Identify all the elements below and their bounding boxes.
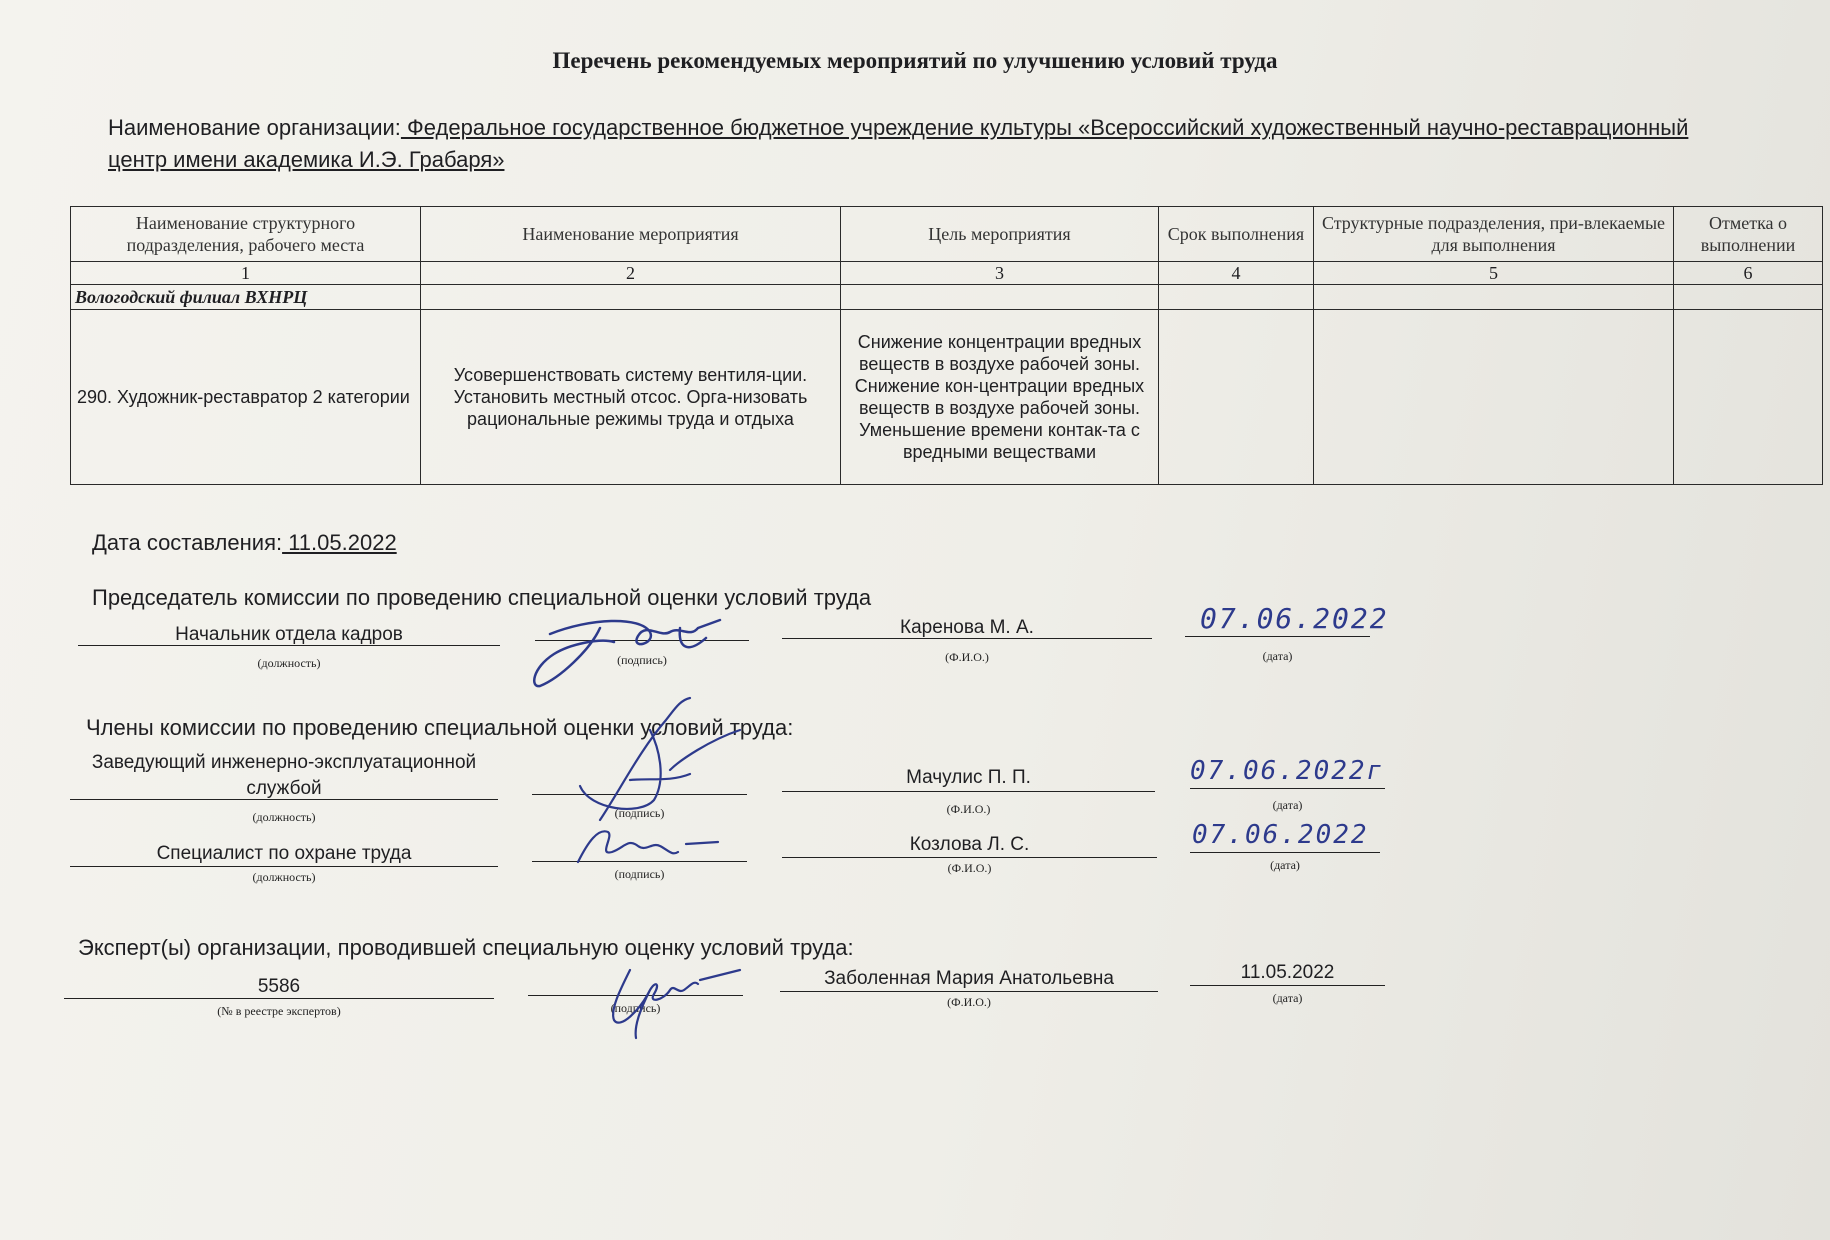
column-number: 1: [71, 262, 421, 285]
member-handwritten-date: 07.06.2022г: [1190, 756, 1385, 786]
member-position: Заведующий инженерно-эксплуатационной службой: [91, 752, 477, 799]
chairman-handwritten-date: 07.06.2022: [1200, 602, 1389, 635]
table-number-row: [71, 262, 1823, 285]
member-signature: [570, 690, 750, 830]
header-term: Срок выполнения: [1159, 207, 1314, 262]
compile-date: [92, 530, 397, 556]
empty-cell: [1314, 285, 1674, 310]
expert-signature: [590, 950, 750, 1042]
caption-signature: (подпись): [617, 653, 667, 667]
member-date-line: [1190, 852, 1380, 853]
members-heading: Члены комиссии по проведению специальной оценки условий труда:: [86, 715, 794, 740]
organization-block: [108, 112, 1698, 176]
header-units: Структурные подразделения, при-влекаемые для выполнения: [1314, 207, 1674, 262]
caption-date: (дата): [1262, 649, 1293, 663]
cell-goal: Снижение концентрации вредных веществ в воздухе рабочей зоны. Снижение кон-центрации вредных веществ в воздухе рабочей зоны. Уменьшение времени контак-та с вредными веществами: [841, 310, 1159, 485]
organization-label: Наименование организации:: [108, 115, 401, 140]
header-workplace: Наименование структурного подразделения, рабочего места: [71, 207, 421, 262]
chairman-position: Начальник отдела кадров: [175, 624, 403, 645]
header-goal: Цель мероприятия: [841, 207, 1159, 262]
column-number: 3: [841, 262, 1159, 285]
table-header-row: [71, 207, 1823, 262]
expert-registry-line: [64, 998, 494, 999]
cell-measure: Усовершенствовать систему вентиля-ции. Установить местный отсос. Орга-низовать рациональные режимы труда и отдыха: [421, 310, 841, 485]
expert-heading: Эксперт(ы) организации, проводившей специальную оценку условий труда:: [78, 935, 854, 960]
member-position: Специалист по охране труда: [156, 843, 412, 864]
caption-date: (дата): [1270, 858, 1300, 872]
member-fio: Мачулис П. П.: [906, 767, 1031, 788]
caption-registry: (№ в реестре экспертов): [217, 1004, 341, 1018]
member-signature: [568, 822, 728, 872]
header-measure: Наименование мероприятия: [421, 207, 841, 262]
empty-cell: [1674, 285, 1823, 310]
caption-signature: (подпись): [614, 806, 665, 820]
caption-signature: (подпись): [610, 1001, 661, 1015]
column-number: 4: [1159, 262, 1314, 285]
compile-date-value: 11.05.2022: [282, 530, 397, 555]
caption-position: (должность): [252, 870, 316, 884]
column-number: 5: [1314, 262, 1674, 285]
caption-position: (должность): [252, 810, 316, 824]
cell-workplace: 290. Художник-реставратор 2 категории: [71, 310, 421, 485]
caption-date: (дата): [1272, 991, 1303, 1005]
expert-date: 11.05.2022: [1240, 962, 1335, 983]
organization-name: Федеральное государственное бюджетное учреждение культуры «Всероссийский художественный научно-реставрационный центр имени академика И.Э. Грабаря»: [108, 115, 1689, 172]
cell-term: [1159, 310, 1314, 485]
caption-fio: (Ф.И.О.): [947, 995, 991, 1009]
document-title: Перечень рекомендуемых мероприятий по улучшению условий труда: [552, 48, 1278, 73]
column-number: 6: [1674, 262, 1823, 285]
cell-units: [1314, 310, 1674, 485]
compile-date-label: Дата составления:: [92, 530, 283, 555]
member-fio-line: [782, 791, 1155, 792]
table-row: [71, 310, 1823, 485]
chairman-position-line: [78, 645, 500, 646]
chairman-signature: [530, 598, 730, 690]
expert-date-line: [1190, 985, 1385, 986]
caption-date: (дата): [1272, 798, 1303, 812]
member-fio: Козлова Л. С.: [909, 834, 1030, 855]
chairman-fio-line: [782, 638, 1152, 639]
expert-fio-line: [780, 991, 1158, 992]
caption-fio: (Ф.И.О.): [945, 650, 989, 664]
member-date-line: [1190, 788, 1385, 789]
caption-signature: (подпись): [614, 867, 665, 881]
branch-name: Вологодский филиал ВХНРЦ: [75, 287, 308, 307]
member-fio-line: [782, 857, 1157, 858]
chairman-date-line: [1185, 636, 1370, 637]
empty-cell: [841, 285, 1159, 310]
chairman-fio: Каренова М. А.: [900, 617, 1034, 638]
header-mark: Отметка о выполнении: [1674, 207, 1823, 262]
member-position-line: [70, 866, 498, 867]
chairman-heading: Председатель комиссии по проведению специальной оценки условий труда: [92, 585, 872, 610]
caption-fio: (Ф.И.О.): [946, 802, 991, 816]
caption-fio: (Ф.И.О.): [947, 861, 992, 875]
expert-registry: 5586: [257, 976, 301, 997]
caption-position: (должность): [257, 656, 321, 670]
branch-cell: [71, 285, 421, 310]
column-number: 2: [421, 262, 841, 285]
cell-mark: [1674, 310, 1823, 485]
expert-fio: Заболенная Мария Анатольевна: [824, 968, 1114, 989]
empty-cell: [421, 285, 841, 310]
member-position-line: [70, 799, 498, 800]
table-branch-row: [71, 285, 1823, 310]
measures-table: [70, 206, 1823, 485]
empty-cell: [1159, 285, 1314, 310]
member-handwritten-date: 07.06.2022: [1192, 820, 1369, 850]
